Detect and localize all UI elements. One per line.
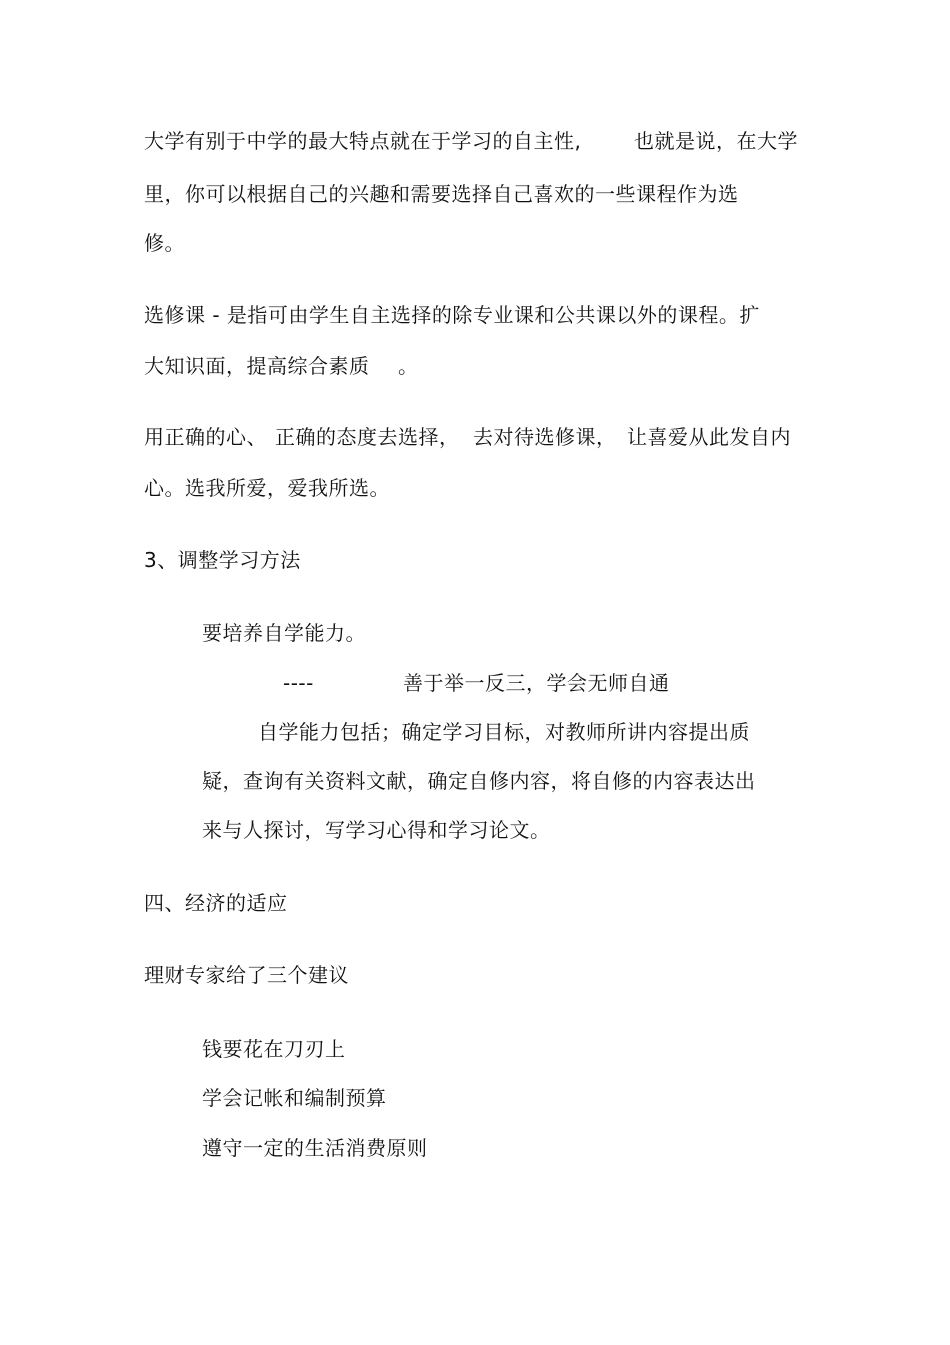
self-study-line-2: 疑，查询有关资料文献，确定自修内容，将自修的内容表达出 [202, 769, 756, 793]
advice-item-2: 学会记帐和编制预算 [202, 1086, 387, 1110]
section-3-heading: 3、调整学习方法 [144, 548, 301, 572]
paragraph-2-line-2a: 大知识面，提高综合素质 [144, 354, 370, 378]
self-study-line-1: 自学能力包括；确定学习目标，对教师所讲内容提出质 [258, 720, 750, 744]
self-study-motto: 善于举一反三，学会无师自通 [403, 671, 670, 695]
paragraph-1-line-2: 里，你可以根据自己的兴趣和需要选择自己喜欢的一些课程作为选 [144, 182, 739, 206]
section-4-heading: 四、经济的适应 [144, 891, 288, 915]
paragraph-3-line-1a: 用正确的心、 [144, 425, 267, 449]
advice-item-3: 遵守一定的生活消费原则 [202, 1136, 428, 1160]
paragraph-3-line-1d: 让喜爱从此发自内 [627, 425, 791, 449]
dash-marker: ---- [283, 671, 314, 695]
self-study-line-3: 来与人探讨，写学习心得和学习论文。 [202, 818, 551, 842]
paragraph-1-line-1b: 也就是说，在大学 [634, 129, 798, 153]
paragraph-3-line-1c: 去对待选修课， [473, 425, 617, 449]
paragraph-2-line-1: 选修课 - 是指可由学生自主选择的除专业课和公共课以外的课程。扩 [144, 303, 760, 327]
advice-intro: 理财专家给了三个建议 [144, 963, 349, 987]
paragraph-3-line-2: 心。选我所爱，爱我所选。 [144, 476, 390, 500]
advice-item-1: 钱要花在刀刃上 [202, 1037, 346, 1061]
paragraph-2-line-2b: 。 [398, 354, 419, 378]
paragraph-3-line-1b: 正确的态度去选择， [275, 425, 460, 449]
paragraph-1-line-1a: 大学有别于中学的最大特点就在于学习的自主性, [144, 129, 582, 153]
self-study-title: 要培养自学能力。 [202, 621, 366, 645]
paragraph-1-line-3: 修。 [144, 231, 185, 255]
